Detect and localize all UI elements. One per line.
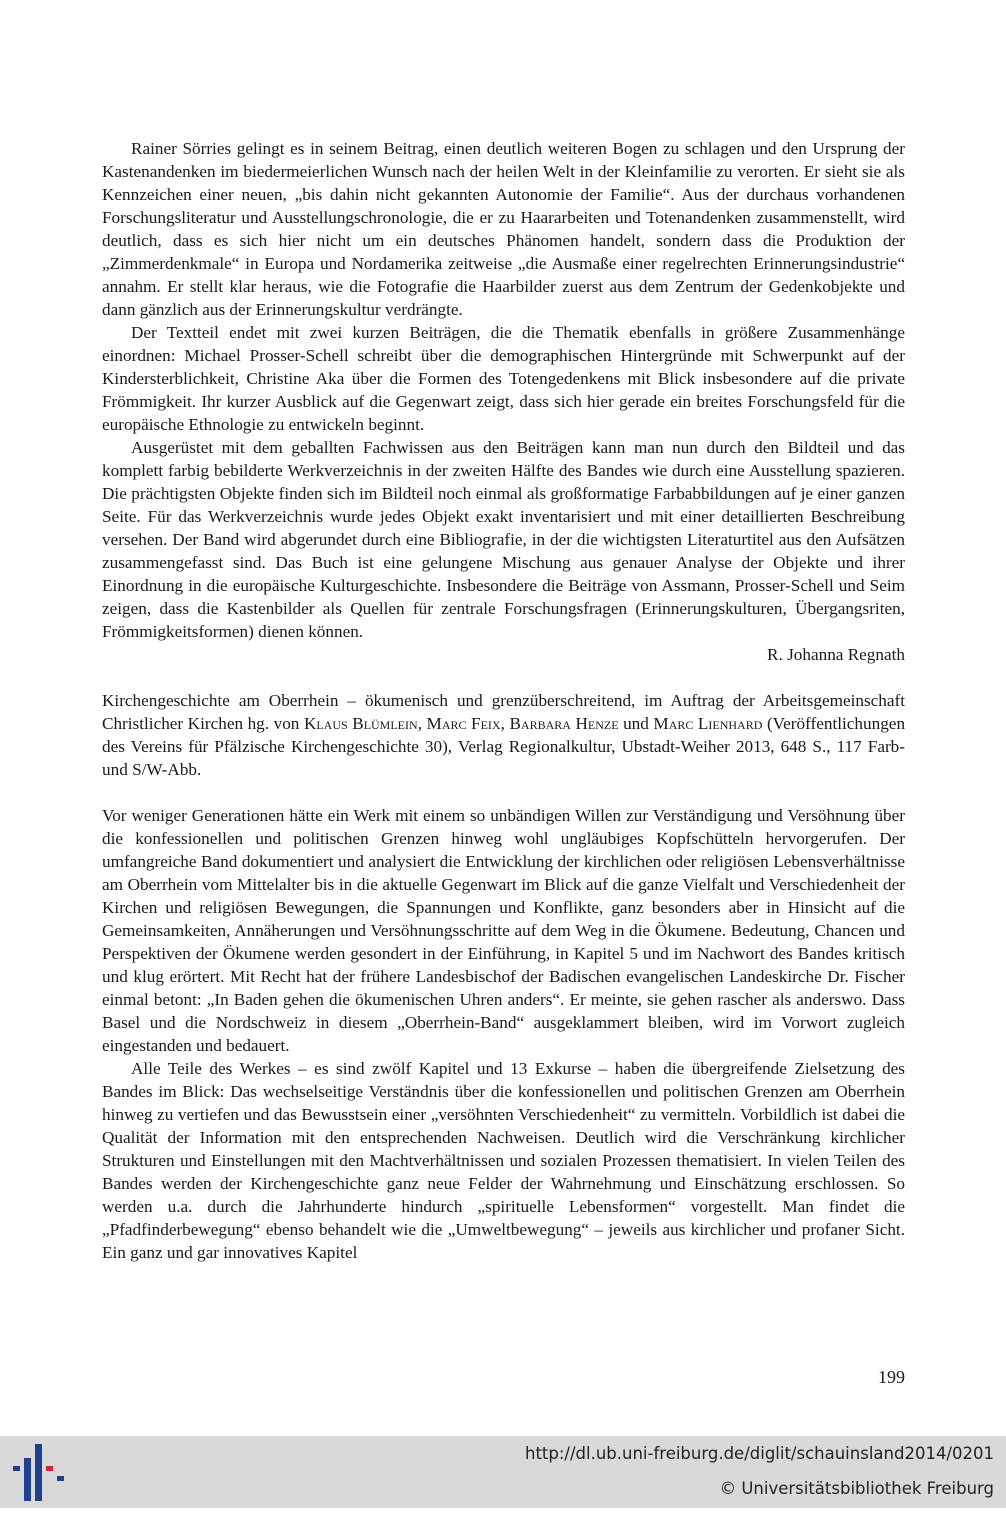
citation-editor-2: Marc Feix [426, 714, 501, 733]
document-url[interactable]: http://dl.ub.uni-freiburg.de/diglit/schauinsland2014/0201 [524, 1444, 994, 1463]
citation-separator-1: , [417, 714, 427, 733]
citation-text-end: (Veröffentlichungen des Vereins für Pfälzische Kirchengeschichte 30), Verlag Regionalkultur, Ubstadt-Weiher 2013, 648 S., 117 Farb- und S/W-Abb. [102, 714, 906, 779]
review1-paragraph-3: Ausgerüstet mit dem geballten Fachwissen aus den Beiträgen kann man nun durch den Bildteil und das komplett farbig bebilderte Werkverzeichnis in der zweiten Hälfte des Bandes wie durch eine Ausstellung spazieren. Die prächtigsten Objekte finden sich im Bildteil noch einmal als großformatige Farbabbildungen auf je einer ganzen Seite. Für das Werkverzeichnis wurde jedes Objekt exakt inventarisiert und mit einer detaillierten Beschreibung versehen. Der Band wird abgerundet durch eine Bibliografie, in der die wichtigsten Literaturtitel aus den Aufsätzen zusammengefasst sind. Das Buch ist eine gelungene Mischung aus genauer Analyse der Objekte und ihrer Einordnung in die europäische Kulturgeschichte. Insbesondere die Beiträge von Assmann, Prosser-Schell und Seim zeigen, dass die Kastenbilder als Quellen für zentrale Forschungsfragen (Erinnerungskulturen, Übergangsriten, Frömmigkeitsformen) dienen können. [102, 438, 905, 641]
review1-paragraph-2: Der Textteil endet mit zwei kurzen Beiträgen, die die Thematik ebenfalls in größere Zusammenhänge einordnen: Michael Prosser-Schell schreibt über die demographischen Hintergründe mit Schwerpunkt auf der Kindersterblichkeit, Christine Aka über die Formen des Totengedenkens mit Blick insbesondere auf die private Frömmigkeit. Ihr kurzer Ausblick auf die Gegenwart zeigt, dass sich hier gerade ein breites Forschungsfeld für die europäische Ethnologie zu entwickeln beginnt. [102, 323, 905, 434]
citation-editor-1: Klaus Blümlein [303, 714, 418, 733]
book-citation [102, 689, 905, 781]
footer-bar [0, 1436, 1006, 1508]
review1-paragraph-1: Rainer Sörries gelingt es in seinem Beitrag, einen deutlich weiteren Bogen zu schlagen und den Ursprung der Kastenandenken im biedermeierlichen Wunsch nach der heilen Welt in der Kleinfamilie zu verorten. Er sieht sie als Kennzeichen einer neuen, „bis dahin nicht gekannten Autonomie der Familie“. Aus der durchaus vorhandenen Forschungsliteratur und Ausstellungschronologie, die er zu Haararbeiten und Totenandenken zusammenstellt, wird deutlich, dass es sich hier nicht um ein deutsches Phänomen handelt, sondern dass die Produktion der „Zimmerdenkmale“ in Europa und Nordamerika zeitweise „die Ausmaße einer regelrechten Erinnerungsindustrie“ annahm. Er stellt klar heraus, wie die Fotografie die Haarbilder zuerst aus dem Zentrum der Gedenkobjekte und dann gänzlich aus der Erinnerungskultur verdrängte. [102, 139, 905, 319]
citation-separator-3: und [618, 714, 654, 733]
review2-paragraph-1: Vor weniger Generationen hätte ein Werk mit einem so unbändigen Willen zur Verständigung und Versöhnung über die konfessionellen und politischen Grenzen hinweg wohl ungläubiges Kopfschütteln hervorgerufen. Der umfangreiche Band dokumentiert und analysiert die Entwicklung der kirchlichen oder religiösen Lebensverhältnisse am Oberrhein vom Mittelalter bis in die aktuelle Gegenwart im Blick auf die ganze Vielfalt und Verschiedenheit der Kirchen und religiösen Bewegungen, die Spannungen und Konflikte, ganz besonders aber in Hinsicht auf die Gemeinsamkeiten, Annäherungen und Versöhnungsschritte auf dem Weg in die Ökumene. Bedeutung, Chancen und Perspektiven der Ökumene werden gesondert in der Einführung, in Kapitel 5 und im Nachwort des Bandes kritisch und klug erörtert. Mit Recht hat der frühere Landesbischof der Badischen evangelischen Landeskirche Dr. Fischer einmal betont: „In Baden gehen die ökumenischen Uhren anders“. Er meinte, sie gehen rascher als anderswo. Dass Basel und die Nordschweiz in diesem „Oberrhein-Band“ ausgeklammert bleiben, wird im Vorwort zugleich eingestanden und bedauert. [102, 806, 905, 1055]
citation-separator-2: , [500, 714, 510, 733]
review2-paragraph-2: Alle Teile des Werkes – es sind zwölf Kapitel und 13 Exkurse – haben die übergreifende Zielsetzung des Bandes im Blick: Das wechselseitige Verständnis über die konfessionellen und politischen Grenzen am Oberrhein hinweg zu vertiefen und das Bewusstsein einer „versöhnten Verschiedenheit“ zu vermitteln. Vorbildlich ist dabei die Qualität der Information mit den entsprechenden Nachweisen. Deutlich wird die Verschränkung kirchlicher Strukturen und Einstellungen mit den Machtverhältnissen und sozialen Prozessen thematisiert. In vielen Teilen des Bandes werden der Kirchengeschichte ganz neue Felder der Wahrnehmung und Einschätzung erschlossen. So werden u.a. durch die Jahrhunderte hindurch „spirituelle Lebensformen“ vorgestellt. Man findet die „Pfadfinderbewegung“ ebenso behandelt wie die „Umweltbewegung“ – jeweils aus kirchlicher und profaner Sicht. Ein ganz und gar innovatives Kapitel [102, 1059, 905, 1262]
page-body [102, 137, 905, 1264]
citation-editor-3: Barbara Henze [509, 714, 619, 733]
ub-freiburg-logo-icon [0, 1436, 70, 1508]
copyright-notice: © Universitätsbibliothek Freiburg [719, 1479, 994, 1498]
citation-editor-4: Marc Lienhard [653, 714, 763, 733]
citation-text-start: Kirchengeschichte am Oberrhein – ökumenisch und grenzüberschreitend, im Auftrag der Arbeitsgemeinschaft Christlicher Kirchen hg. von [102, 691, 905, 733]
page-number: 199 [878, 1367, 905, 1387]
review1-author: R. Johanna Regnath [767, 645, 905, 664]
